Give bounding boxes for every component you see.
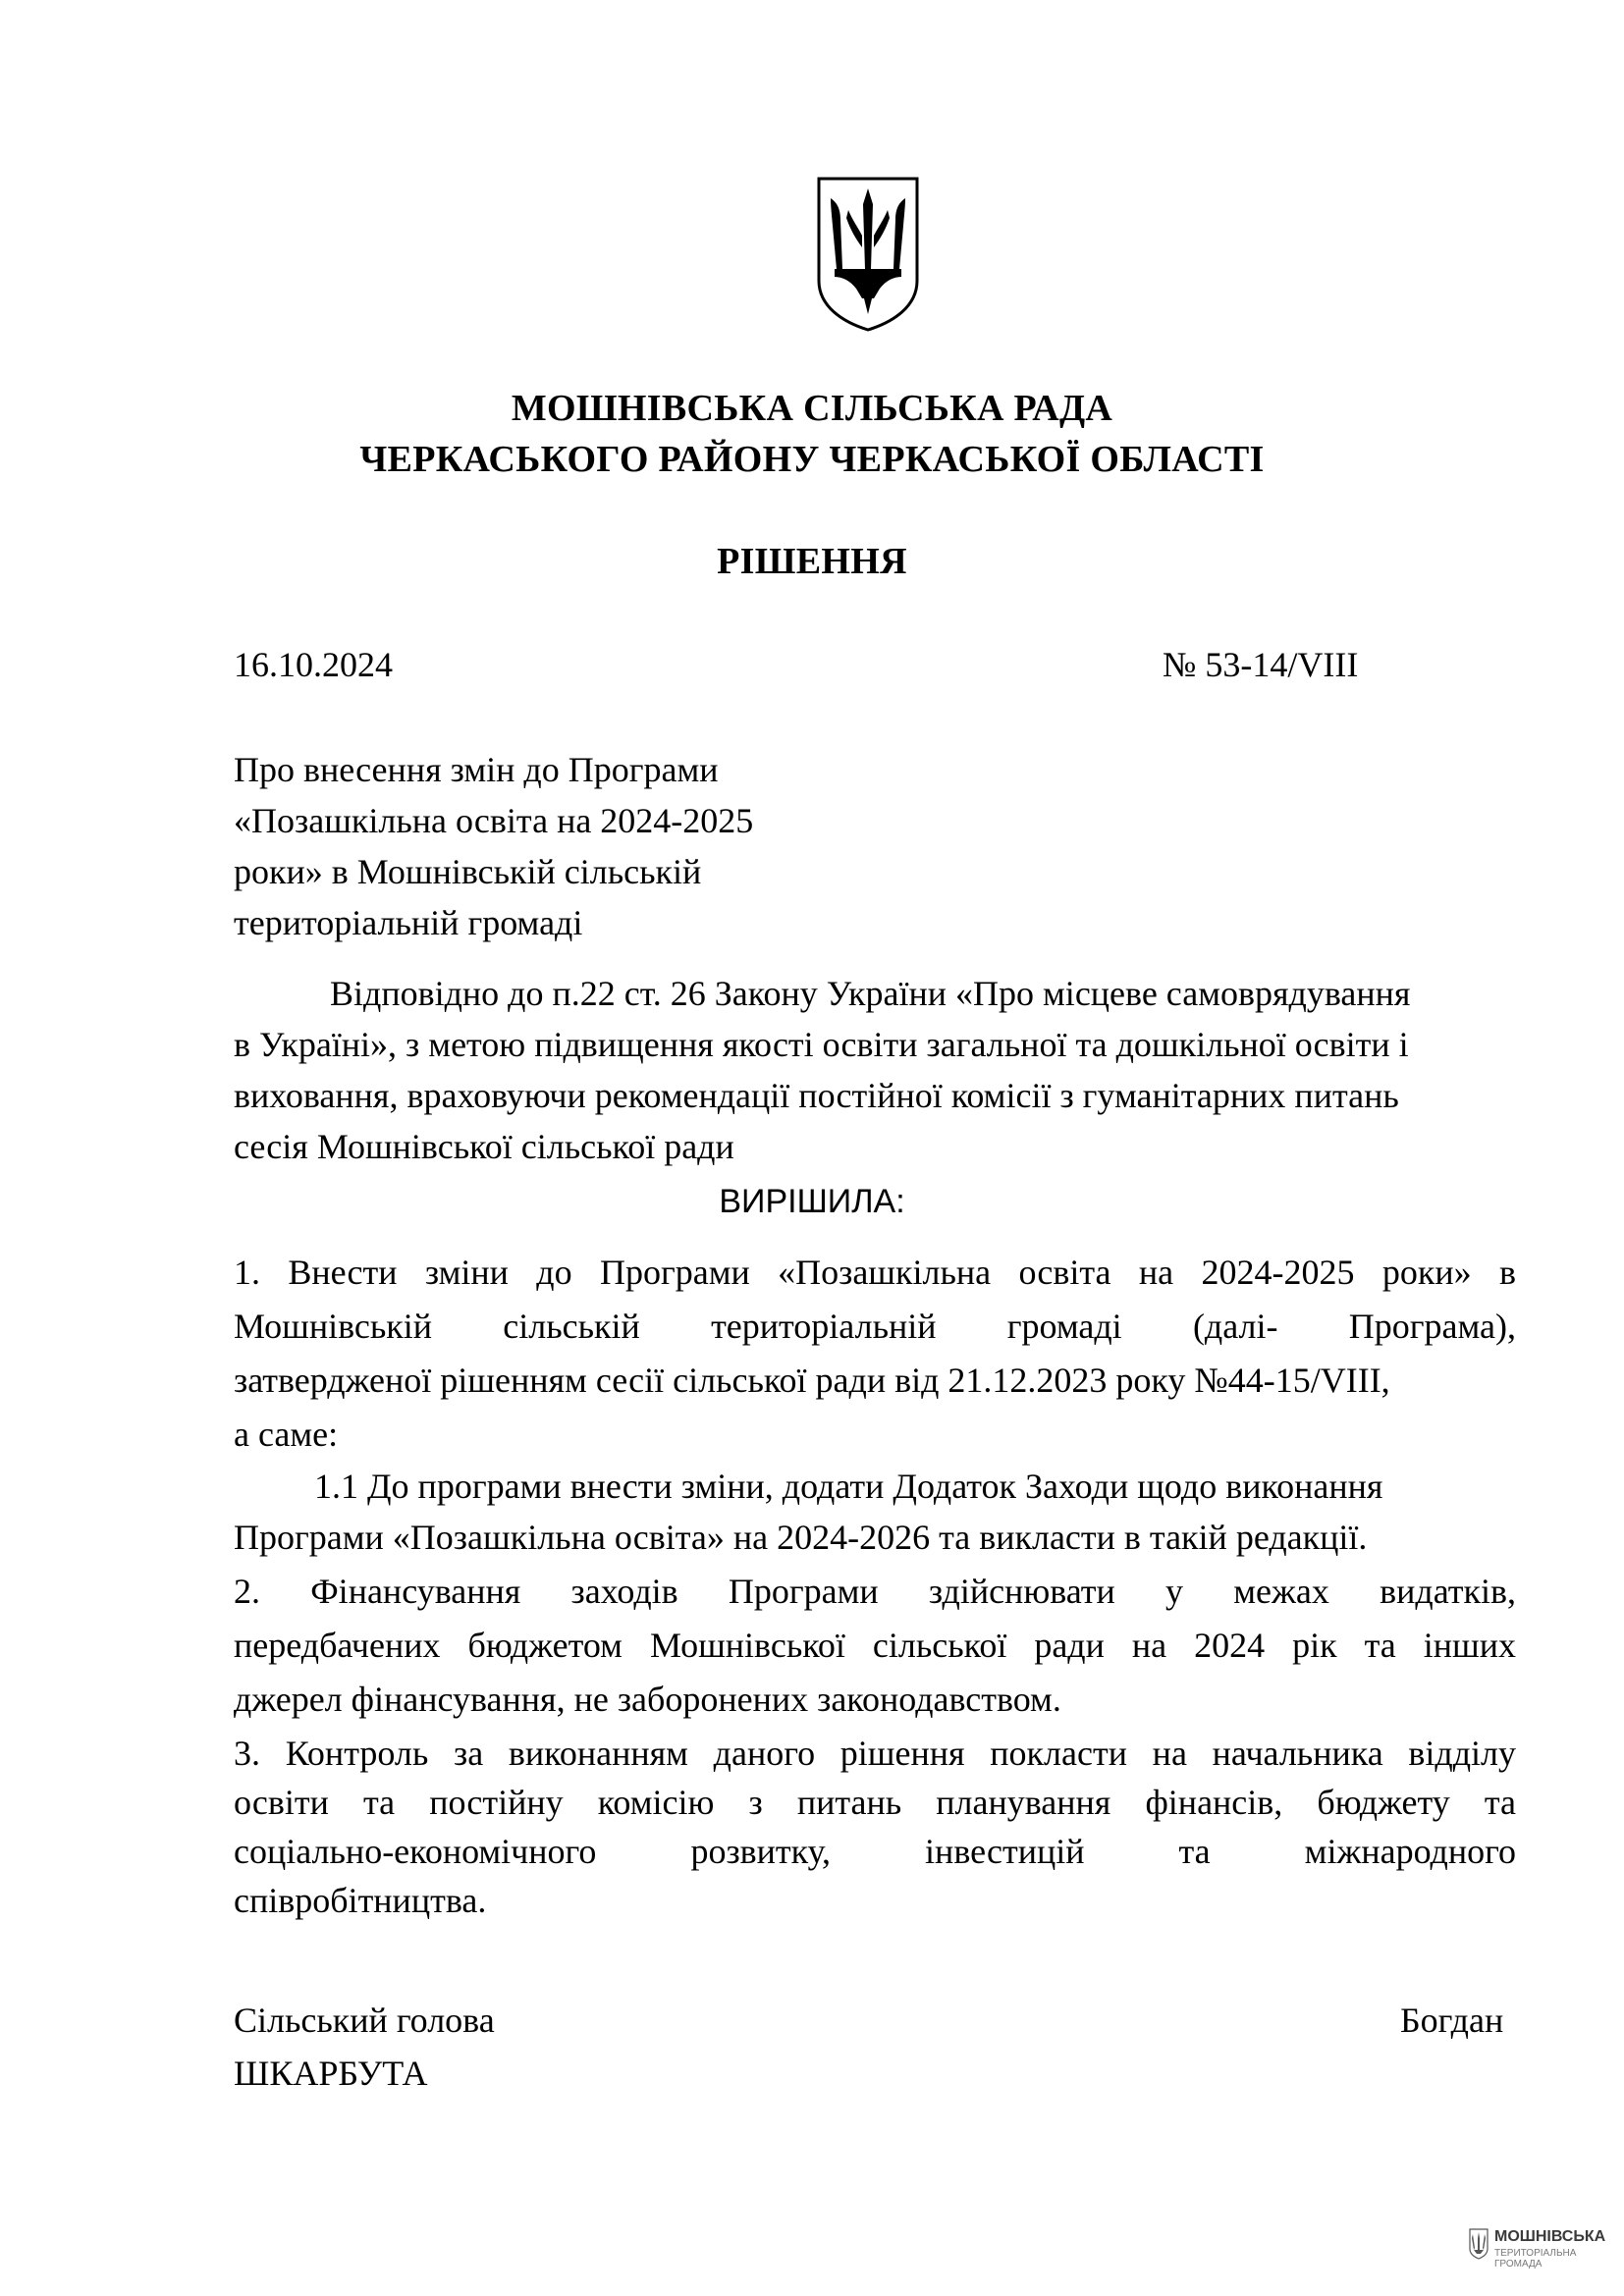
preamble-line: виховання, враховуючи рекомендації постійної комісії з гуманітарних питань — [234, 1076, 1399, 1115]
preamble-line: в Україні», з метою підвищення якості освіти загальної та дошкільної освіти і — [234, 1025, 1409, 1064]
preamble-line: Відповідно до п.22 ст. 26 Закону України «Про місцеве самоврядування — [330, 974, 1411, 1013]
item-2-line: джерел фінансування, не заборонених законодавством. — [234, 1680, 1061, 1719]
item-3-line: співробітництва. — [234, 1881, 487, 1920]
council-district: ЧЕРКАСЬКОГО РАЙОНУ ЧЕРКАСЬКОЇ ОБЛАСТІ — [359, 439, 1265, 480]
council-name: МОШНІВСЬКА СІЛЬСЬКА РАДА — [511, 388, 1113, 429]
logo-sub-line: ГРОМАДА — [1494, 2259, 1543, 2269]
item-1-1-line: 1.1 До програми внести зміни, додати Додаток Заходи щодо виконання — [314, 1467, 1383, 1506]
logo-brand-text: МОШНІВСЬКА — [1494, 2228, 1606, 2245]
decision-date: 16.10.2024 — [234, 645, 393, 684]
subject-line: роки» в Мошнівській сільській — [234, 852, 702, 891]
item-1-1-line: Програми «Позашкільна освіта» на 2024-2026 та викласти в такій редакції. — [234, 1518, 1368, 1557]
item-2-line: передбачених бюджетом Мошнівської сільської ради на 2024 рік та інших — [234, 1626, 1516, 1665]
subject-line: територіальній громаді — [234, 903, 583, 942]
item-3-line: соціально-економічного розвитку, інвестицій та міжнародного — [234, 1832, 1516, 1871]
decision-number: № 53-14/VIII — [1163, 645, 1359, 684]
signature-position: Сільський голова — [234, 2001, 495, 2040]
document-type-title: РІШЕННЯ — [717, 541, 907, 582]
item-1-line: затвердженої рішенням сесії сільської ради від 21.12.2023 року №44-15/VIII, — [234, 1361, 1390, 1400]
item-1-line: Мошнівській сільській територіальній громаді (далі- Програма), — [234, 1307, 1516, 1346]
item-2-line: 2. Фінансування заходів Програми здійснювати у межах видатків, — [234, 1572, 1516, 1611]
coat-of-arms-icon — [815, 175, 921, 332]
item-1-line: а саме: — [234, 1415, 339, 1454]
decided-heading: ВИРІШИЛА: — [719, 1183, 905, 1220]
signature-last-name: ШКАРБУТА — [234, 2054, 428, 2093]
trident-icon — [1469, 2228, 1489, 2260]
community-logo — [1469, 2224, 1616, 2279]
item-3-line: освіти та постійну комісію з питань планування фінансів, бюджету та — [234, 1783, 1516, 1822]
signature-first-name: Богдан — [1400, 2001, 1504, 2040]
item-1-line: 1. Внести зміни до Програми «Позашкільна освіта на 2024-2025 роки» в — [234, 1253, 1516, 1292]
logo-sub-line: ТЕРИТОРІАЛЬНА — [1494, 2248, 1577, 2259]
subject-line: Про внесення змін до Програми — [234, 750, 719, 789]
subject-line: «Позашкільна освіта на 2024-2025 — [234, 801, 754, 840]
logo-sub-text — [1494, 2248, 1576, 2269]
preamble-line: сесія Мошнівської сільської ради — [234, 1127, 734, 1166]
item-3-line: 3. Контроль за виконанням даного рішення покласти на начальника відділу — [234, 1734, 1516, 1773]
